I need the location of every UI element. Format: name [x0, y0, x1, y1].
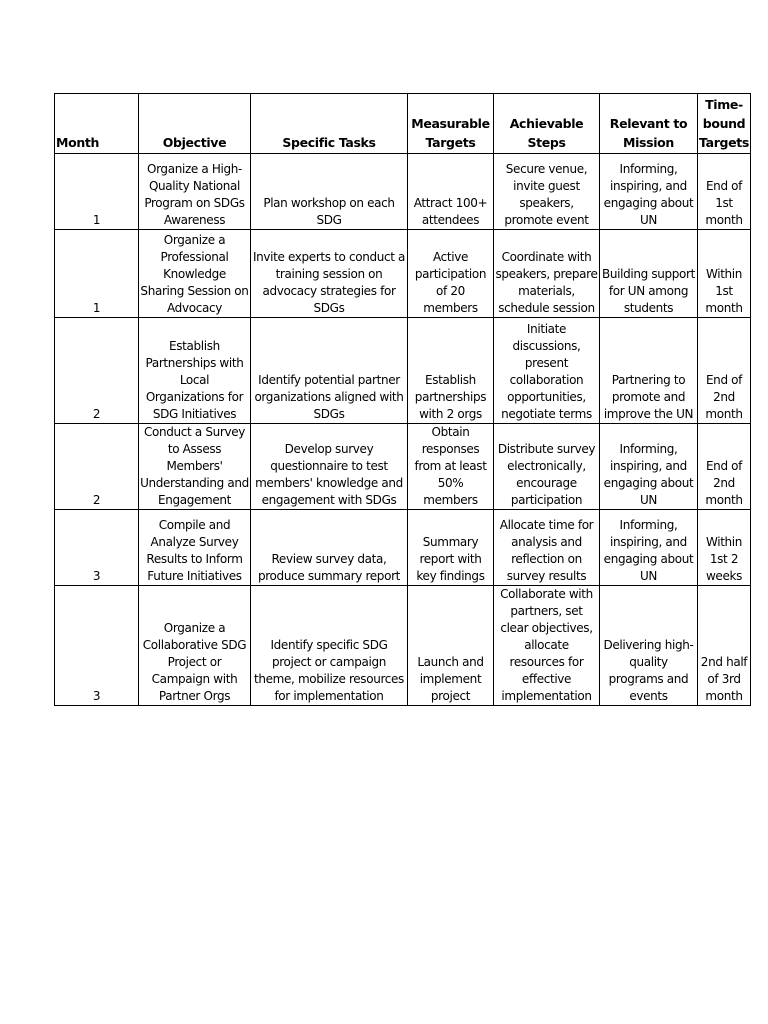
cell-relevant-to-mission: Partnering to promote and improve the UN [600, 318, 698, 424]
header-time-bound-targets: Time-bound Targets [698, 94, 751, 154]
table-row [55, 586, 751, 706]
table-row [55, 424, 751, 510]
cell-objective: Establish Partnerships with Local Organizations for SDG Initiatives [139, 318, 251, 424]
table-row [55, 154, 751, 230]
cell-specific-tasks: Develop survey questionnaire to test members' knowledge and engagement with SDGs [251, 424, 408, 510]
table-row [55, 510, 751, 586]
cell-specific-tasks: Plan workshop on each SDG [251, 154, 408, 230]
cell-objective: Compile and Analyze Survey Results to Inform Future Initiatives [139, 510, 251, 586]
header-row [55, 94, 751, 154]
header-month: Month [55, 94, 139, 154]
cell-time-bound-targets: End of 2nd month [698, 318, 751, 424]
cell-month: 3 [55, 510, 139, 586]
cell-achievable-steps: Collaborate with partners, set clear objectives, allocate resources for effective implementation [494, 586, 600, 706]
cell-measurable-targets: Obtain responses from at least 50% members [408, 424, 494, 510]
cell-specific-tasks: Identify specific SDG project or campaign theme, mobilize resources for implementation [251, 586, 408, 706]
cell-achievable-steps: Distribute survey electronically, encourage participation [494, 424, 600, 510]
smart-goals-table [54, 93, 751, 706]
cell-time-bound-targets: 2nd half of 3rd month [698, 586, 751, 706]
cell-relevant-to-mission: Informing, inspiring, and engaging about UN [600, 510, 698, 586]
cell-month: 2 [55, 424, 139, 510]
cell-measurable-targets: Summary report with key findings [408, 510, 494, 586]
cell-month: 2 [55, 318, 139, 424]
cell-month: 1 [55, 154, 139, 230]
cell-measurable-targets: Active participation of 20 members [408, 230, 494, 318]
cell-objective: Conduct a Survey to Assess Members' Understanding and Engagement [139, 424, 251, 510]
header-specific-tasks: Specific Tasks [251, 94, 408, 154]
cell-time-bound-targets: End of 2nd month [698, 424, 751, 510]
cell-specific-tasks: Invite experts to conduct a training session on advocacy strategies for SDGs [251, 230, 408, 318]
header-objective: Objective [139, 94, 251, 154]
cell-measurable-targets: Attract 100+ attendees [408, 154, 494, 230]
cell-achievable-steps: Secure venue, invite guest speakers, promote event [494, 154, 600, 230]
cell-objective: Organize a High-Quality National Program on SDGs Awareness [139, 154, 251, 230]
cell-objective: Organize a Collaborative SDG Project or Campaign with Partner Orgs [139, 586, 251, 706]
cell-achievable-steps: Allocate time for analysis and reflection on survey results [494, 510, 600, 586]
cell-measurable-targets: Establish partnerships with 2 orgs [408, 318, 494, 424]
cell-objective: Organize a Professional Knowledge Sharing Session on Advocacy [139, 230, 251, 318]
header-achievable-steps: Achievable Steps [494, 94, 600, 154]
header-relevant-to-mission: Relevant to Mission [600, 94, 698, 154]
table-row [55, 318, 751, 424]
cell-specific-tasks: Review survey data, produce summary report [251, 510, 408, 586]
cell-achievable-steps: Initiate discussions, present collaboration opportunities, negotiate terms [494, 318, 600, 424]
cell-relevant-to-mission: Delivering high-quality programs and events [600, 586, 698, 706]
cell-specific-tasks: Identify potential partner organizations aligned with SDGs [251, 318, 408, 424]
cell-month: 3 [55, 586, 139, 706]
cell-month: 1 [55, 230, 139, 318]
cell-time-bound-targets: End of 1st month [698, 154, 751, 230]
cell-time-bound-targets: Within 1st month [698, 230, 751, 318]
cell-relevant-to-mission: Informing, inspiring, and engaging about UN [600, 154, 698, 230]
table-row [55, 230, 751, 318]
header-measurable-targets: Measurable Targets [408, 94, 494, 154]
cell-relevant-to-mission: Building support for UN among students [600, 230, 698, 318]
cell-relevant-to-mission: Informing, inspiring, and engaging about UN [600, 424, 698, 510]
cell-achievable-steps: Coordinate with speakers, prepare materials, schedule session [494, 230, 600, 318]
cell-measurable-targets: Launch and implement project [408, 586, 494, 706]
cell-time-bound-targets: Within 1st 2 weeks [698, 510, 751, 586]
